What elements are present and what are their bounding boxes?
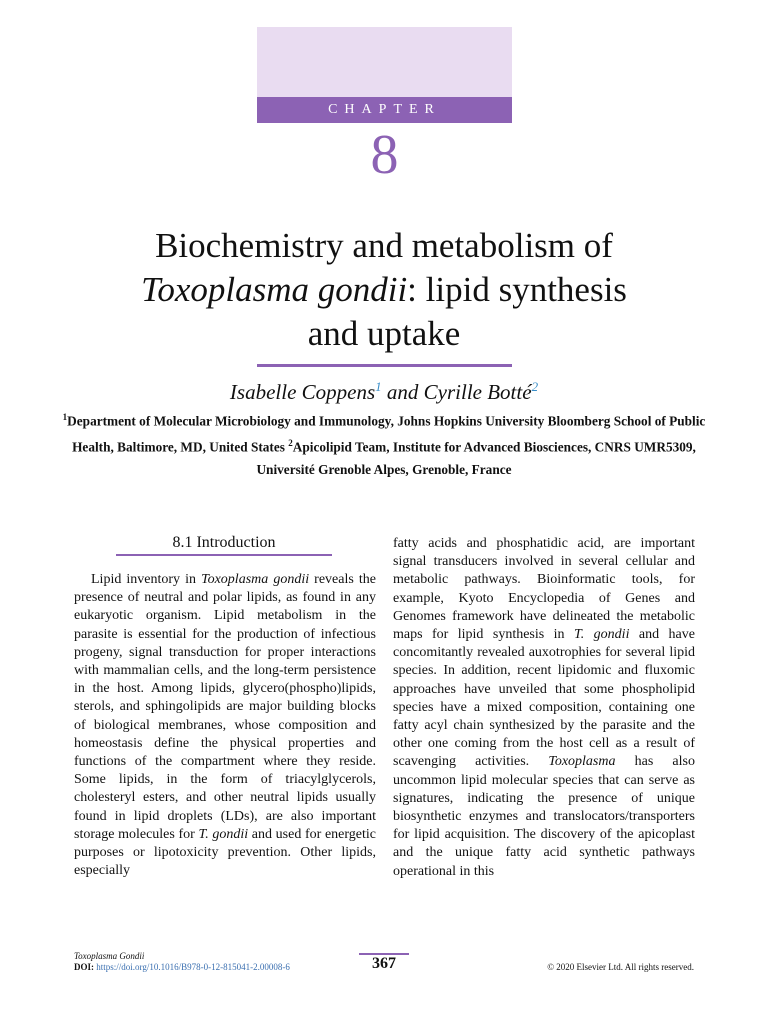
affiliation-2: Apicolipid Team, Institute for Advanced Biosciences, CNRS UMR5309, Université Grenoble Alpes, Grenoble, France	[256, 439, 696, 477]
affiliations	[60, 406, 708, 481]
footer-journal-title: Toxoplasma Gondii	[74, 951, 145, 961]
body-text: Lipid inventory in	[91, 572, 202, 587]
section-divider	[116, 554, 332, 556]
body-text: has also uncommon lipid molecular species that can serve as signatures, indicating the presence of unique biosynthetic enzymes and translocators/transporters for lipid acquisition. The discovery of the apicoplast and the unique fatty acid synthetic pathways operational in this	[393, 754, 695, 879]
body-column-right	[393, 535, 695, 881]
body-text: reveals the presence of neutral and polar lipids, as found in any eukaryotic organism. Lipid metabolism in the parasite is essential for the production of infectious progeny, signal transduction for proper interactions with mammalian cells, and the long-term persistence in the host. Among lipids, glycero(phospho)lipids, sterols, and sphingolipids are major building blocks of biological membranes, whose composition and homeostasis define the physical properties and functions of the compartment where they reside. Some lipids, in the form of triacylglycerols, cholesteryl esters, and other neutral lipids usually found in lipid droplets (LDs), are also important storage molecules for	[74, 572, 376, 842]
body-text: and used for energetic purposes or lipotoxicity prevention. Other lipids, especially	[74, 826, 377, 879]
title-divider	[257, 364, 512, 367]
species-name: Toxoplasma gondii	[201, 572, 310, 587]
title-line-2-rest: : lipid synthesis	[407, 270, 627, 309]
doi-label: DOI:	[74, 962, 94, 972]
title-species: Toxoplasma gondii	[141, 270, 408, 309]
chapter-title	[80, 224, 688, 356]
species-name: T. gondii	[573, 627, 630, 643]
author-1: Isabelle Coppens	[229, 380, 376, 404]
author-2-affiliation-mark[interactable]: 2	[531, 379, 539, 394]
affiliation-2-mark: 2	[288, 438, 293, 449]
title-line-1: Biochemistry and metabolism of	[155, 226, 613, 265]
author-1-affiliation-mark[interactable]: 1	[375, 379, 382, 394]
author-2: Cyrille Botté	[423, 380, 532, 404]
section-heading: 8.1 Introduction	[172, 534, 276, 551]
footer-doi	[74, 962, 290, 972]
chapter-label: CHAPTER	[257, 97, 512, 123]
body-column-left	[74, 571, 376, 880]
chapter-band	[257, 27, 512, 97]
doi-link[interactable]: https://doi.org/10.1016/B978-0-12-815041-2.00008-6	[96, 962, 290, 972]
title-line-2	[80, 268, 688, 312]
genus-name: Toxoplasma	[548, 754, 616, 770]
title-line-3: and uptake	[307, 314, 461, 353]
copyright: © 2020 Elsevier Ltd. All rights reserved.	[547, 962, 694, 972]
affiliation-1: Department of Molecular Microbiology and Immunology, Johns Hopkins University Bloomberg School of Public Health, Baltimore, MD, United States	[67, 413, 706, 455]
authors-connector: and	[381, 380, 424, 404]
page-number: 367	[372, 955, 396, 972]
body-text: and have concomitantly revealed auxotrophies for several lipid species. In addition, recent lipidomic and fluxomic approaches have unveiled that some phospholipid species have a mixed composition, containing one fatty acyl chain synthesized by the parasite and the other one coming from the host cell as a result of scavenging activities.	[393, 627, 695, 770]
species-name: T. gondii	[198, 826, 249, 842]
authors	[80, 372, 688, 407]
chapter-number: 8	[370, 124, 399, 186]
affiliation-1-mark: 1	[62, 412, 68, 422]
body-text: fatty acids and phosphatidic acid, are important signal transducers involved in several cellular and metabolic pathways. Bioinformatic tools, for example, Kyoto Encyclopedia of Genes and Genomes framework have delineated the metabolic maps for lipid synthesis in	[393, 536, 695, 643]
